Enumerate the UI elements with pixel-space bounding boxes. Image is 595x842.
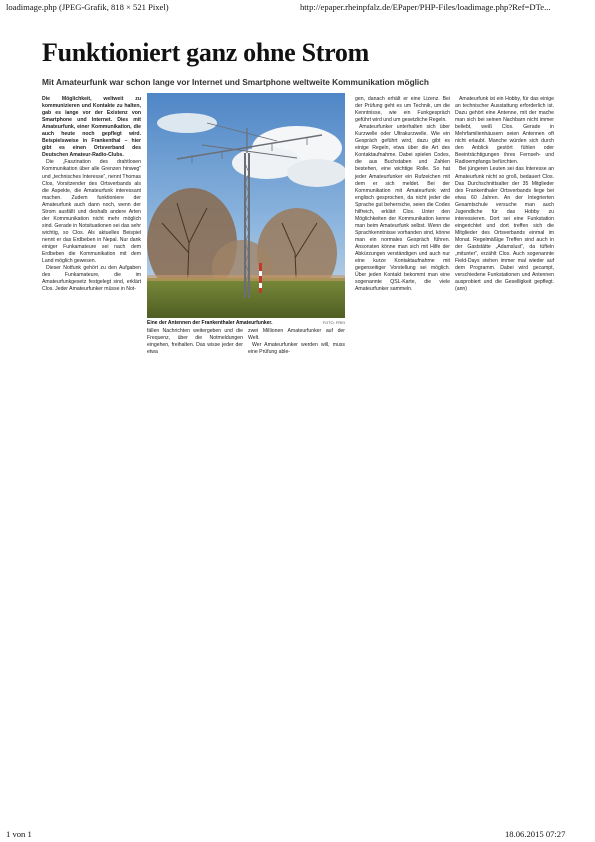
article-paragraph: zwei Millionen Amateurfunker auf der Welt. (248, 328, 345, 342)
article-paragraph: Amateurfunker unterhalten sich über Kurzwelle oder Ultrakurzwelle. Wie ein Gespräch geführt wird, dazu gibt es einige Regeln, etwa über die Art des Kontaktaufnahme. Dabei spielen Codes, die aus Buchstaben und Zahlen bestehen, eine wichtige Rolle. So hat jeder Amateurfunker ein Rufzeichen mit dem er sich meldet. Bei der Kommunikation mit Amateurfunk wird englisch gesprochen, da nicht jeder die Sprache gut beherrsche, seien die Codes hilfreich, erklärt Clos. Unter den Möglichkeiten der Kommunikation kenne man beim Amateurfunk selbst. Wenn die Sprachkenntnisse vorhanden sind, könne man ein normales Gespräch führen. Ansonsten könne man sich mit Hilfe der Abkürzungen verständigen und auch nur eine kurze Kontaktaufnahme mit gegenseitiger Vorstellung sei möglich. Über jeden Kontakt bekommt man eine sogenannte QSL-Karte, die viele Amateurfunker sammeln. (355, 124, 450, 293)
print-header-url: http://epaper.rheinpfalz.de/EPaper/PHP-Files/loadimage.php?Ref=DTe... (300, 2, 551, 12)
article-paragraph: Amateurfunk ist ein Hobby, für das einige an technischer Ausstattung erforderlich ist. Dazu gehört eine Antenne, mit der mache man sich bei seinen Nachbarn nicht immer beliebt, weiß Clos. Gerade in Mehrfamilienhäusern seien Antennen oft nicht erlaubt. Manche würden sich durch den Anblick gestört fühlen oder Beeinträchtigungen ihres Fernseh- und Radioempfangs befürchten. (455, 96, 554, 166)
article-paragraph: gen, danach erhält er eine Lizenz. Bei der Prüfung geht es um Technik, um die Kenntnisse, wie ein Funkgespräch geführt wird und um gesetzliche Regeln. (355, 96, 450, 124)
print-footer-date: 18.06.2015 07:27 (505, 829, 566, 839)
article-title: Funktioniert ganz ohne Strom (42, 38, 369, 67)
article-paragraph: Dieser Notfunk gehört zu den Aufgaben des Funkamateure, die im Amateurfunkgesetz festgelegt sind, erklärt Clos. Jeder Amateurfunker müsse in Not- (42, 265, 141, 293)
article-paragraph: Wer Amateurfunker werden will, muss eine Prüfung able- (248, 342, 345, 356)
article-column-1 (42, 96, 141, 293)
caption-text: Eine der Antennen der Frankenthaler Amateurfunker. (147, 320, 273, 326)
article-column-2 (147, 328, 243, 356)
article-column-5 (455, 96, 554, 293)
print-header-title: loadimage.php (JPEG-Grafik, 818 × 521 Pixel) (6, 2, 169, 12)
article-subtitle: Mit Amateurfunk war schon lange vor Internet und Smartphone weltweite Kommunikation möglich (42, 77, 429, 87)
article-column-3 (248, 328, 345, 356)
print-footer-page: 1 von 1 (6, 829, 32, 839)
antenna-photo (147, 93, 345, 318)
article-lead: Die Möglichkeit, weltweit zu kommunizieren und Kontakte zu halten, gab es lange vor der Existenz von Smartphone und Internet. Dies mit Amateurfunk, einer Kommunikation, die auch heute noch gepflegt wird. Beispielsweise in Frankenthal – hier gibt es einen Ortsverband des Deutschen Amateur-Radio-Clubs. (42, 96, 141, 159)
photo-credit: FOTO: FREI (322, 320, 345, 325)
article-column-4 (355, 96, 450, 293)
article-paragraph: Bei jüngeren Leuten sei das Interesse an Amateurfunk nicht so groß, bedauert Clos. Das Durchschnittsalter der 35 Mitglieder des Frankenthaler Ortsverbands liege bei etwa 60 Jahren. An der Integrierten Gesamtschule versuche man auch Jugendliche für das Hobby zu interessieren. Dort sei eine Funkstation eingerichtet und dort treffen sich die Mitglieder des Ortsverbands einmal im Monat. Regelmäßige Treffen sind auch in der Gaststätte „Adamslust“, da tüfteln „mitunter“, erzählt Clos. Auch sogenannte Field-Days stehen immer mal wieder auf dem Programm. Dabei wird gecampt, verschiedene Funkstationen und Antennen ausprobiert und die Geselligkeit gepflegt. (ann) (455, 166, 554, 293)
article-paragraph: fällen Nachrichten weitergeben und die Frequenz, über die Notmeldungen eingehen, freihalten. Das wisse jeder der etwa (147, 328, 243, 356)
photo-caption (147, 320, 345, 326)
article-paragraph: Die „Faszination des drahtlosen Kommunikation über alle Grenzen hinweg“ und „technisches Interesse“, nennt Thomas Clos, Vorsitzender des Ortsverbands als die Aspekte, die Amateurfunk interessant machen. Zudem funktioniere der Amateurfunk auch dann noch, wenn der Strom ausfällt und deshalb andere Arten der Kommunikation nicht mehr möglich sind. Gerade in Notsituationen sei das sehr wichtig, so Clos. Als aktuelles Beispiel nennt er das Erdbeben in Nepal. Nur dank einiger Funkamateure sei nach dem Erdbeben die Kommunikation mit dem Land möglich gewesen. (42, 159, 141, 265)
